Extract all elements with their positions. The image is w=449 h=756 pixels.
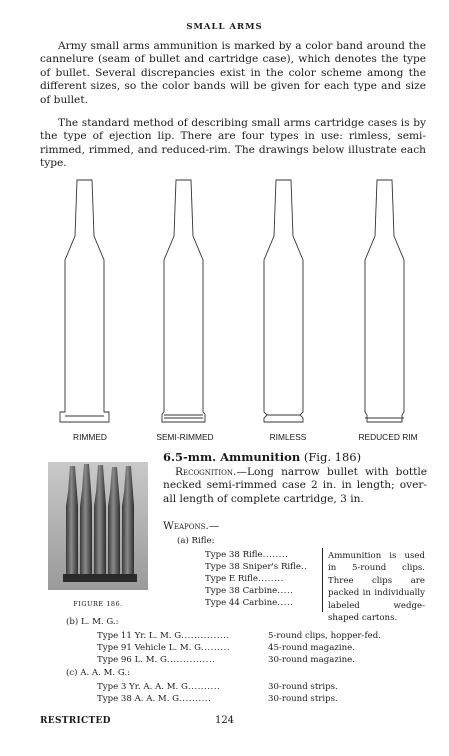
aamg-desc: 30-round strips. [268, 694, 338, 704]
reduced-rim-case-outline [365, 180, 404, 422]
rifle-ammunition-note: Ammunition is used in 5-round clips. Three clips are packed in individually labeled wedge-shaped cartons. [328, 551, 425, 624]
section-figure-ref: (Fig. 186) [300, 450, 362, 464]
lmg-desc: 30-round magazine. [268, 655, 355, 665]
rimless-case-outline [264, 180, 303, 422]
aamg-item: Type 38 A. A. M. G.......... [97, 694, 212, 704]
recognition-paragraph [163, 466, 427, 506]
aamg-item: Type 3 Yr. A. A. M. G.......... [97, 682, 221, 692]
recognition-text: —Long narrow bullet with bottle necked semi-rimmed case 2 in. in length; over-all length of complete cartridge, 3 in. [163, 466, 427, 505]
label-reduced-rim: REDUCED RIM [358, 432, 418, 442]
section-title [163, 450, 361, 464]
cartridge-clip-photo [48, 462, 148, 590]
group-c-label: (c) A. A. M. G.: [66, 668, 131, 678]
rifle-item: Type 44 Carbine..... [205, 598, 294, 608]
paragraph-color-bands: Army small arms ammunition is marked by a color band around the cannelure (seam of bullet and cartridge case), which denotes the type of bullet. Several discrepancies exist in the color scheme among the different sizes, so the color bands will be given for each type and size of bullet. [40, 40, 426, 106]
aamg-desc: 30-round strips. [268, 682, 338, 692]
rifle-item: Type E Rifle........ [205, 574, 284, 584]
lmg-item: Type 11 Yr. L. M. G............... [97, 631, 230, 641]
weapons-dash: — [208, 520, 220, 532]
rimmed-case-outline [60, 180, 109, 422]
rifle-item: Type 38 Rifle........ [205, 550, 289, 560]
lmg-item: Type 96 L. M. G............... [97, 655, 216, 665]
group-b-label: (b) L. M. G.: [66, 617, 119, 627]
running-header: SMALL ARMS [186, 22, 263, 32]
lmg-item: Type 91 Vehicle L. M. G......... [97, 643, 231, 653]
section-title-bold: 6.5-mm. Ammunition [163, 450, 301, 464]
restricted-marking: RESTRICTED [40, 716, 111, 726]
label-rimmed: RIMMED [73, 432, 107, 442]
lmg-desc: 45-round magazine. [268, 643, 355, 653]
lmg-desc: 5-round clips, hopper-fed. [268, 631, 381, 641]
weapons-label: Weapons. [163, 520, 209, 532]
page-number: 124 [214, 715, 235, 726]
brace-line [322, 548, 325, 612]
label-rimless: RIMLESS [269, 432, 307, 442]
label-semi-rimmed: SEMI-RIMMED [156, 432, 214, 442]
paragraph-ejection-lip: The standard method of describing small arms cartridge cases is by the type of ejection lip. There are four types in use: rimless, semi-rimmed, rimmed, and reduced-rim. The drawings below illustrate each type. [40, 117, 426, 170]
figure-caption: FIGURE 186. [73, 600, 123, 608]
rifle-item: Type 38 Sniper's Rifle.. [205, 562, 308, 572]
recognition-label: Recognition. [175, 466, 237, 478]
cartridge-case-drawings [40, 176, 440, 446]
rifle-item: Type 38 Carbine..... [205, 586, 294, 596]
semi-rimmed-case-outline [162, 180, 205, 422]
weapons-heading [163, 520, 219, 532]
group-a-label: (a) Rifle: [177, 536, 215, 546]
